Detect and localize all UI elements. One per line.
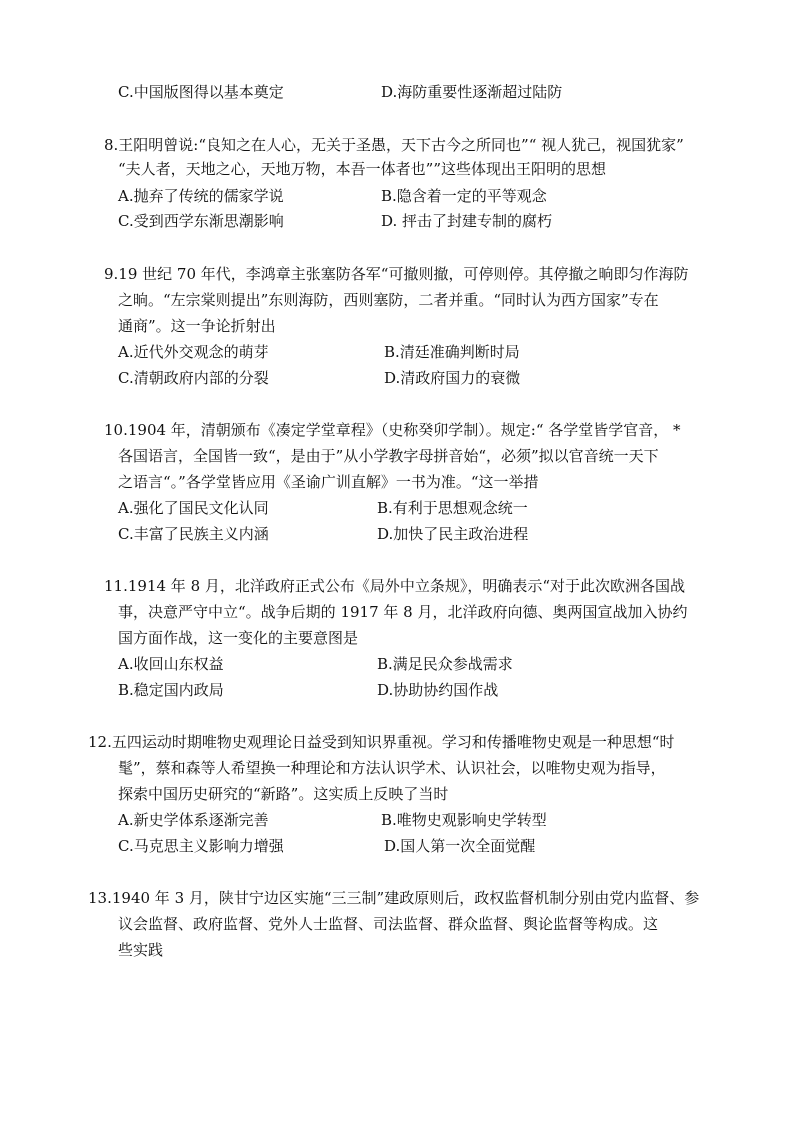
q9-stem-line-2: 之晌。“左宗棠则提出”东则海防，西则塞防，二者并重。“同时认为西方国家”专在 xyxy=(118,291,659,309)
q10-option-c: C.丰富了民族主义内涵 xyxy=(118,525,269,543)
q12-option-b: B.唯物史观影响史学转型 xyxy=(381,811,547,829)
q9-stem-line-1: 9.19 世纪 70 年代，李鸿章主张塞防各军“可撤则撤，可停则停。其停撤之晌即匀作海防 xyxy=(104,265,689,283)
q10-option-b: B.有利于思想观念统一 xyxy=(377,499,528,517)
q9-stem-line-3: 通商”。这一争论折射出 xyxy=(118,317,276,335)
q10-stem-line-2: 各国语言，全国皆一致“，是由于”从小学教字母拼音始“，必须”拟以官音统一天下 xyxy=(118,447,659,465)
q12-stem-line-3: 探索中国历史研究的“新路”。这实质上反映了当时 xyxy=(118,785,449,803)
q10-stem-line-1: 10.1904 年，清朝颁布《凑定学堂章程》（史称癸卯学制）。规定:“ 各学堂皆学官音， * xyxy=(104,421,681,439)
q11-option-c: B.稳定国内政局 xyxy=(118,681,224,699)
q11-stem-line-1: 11.1914 年 8 月，北洋政府正式公布《局外中立条规》，明确表示“对于此次欧洲各国战 xyxy=(104,577,686,595)
q9-option-d: D.清政府国力的衰微 xyxy=(384,369,521,387)
q10-option-a: A.强化了国民文化认同 xyxy=(118,499,269,517)
q8-stem-line-1: 8.王阳明曾说:“良知之在人心，无关于圣愚，天下古今之所同也”“ 视人犹己，视国犹家” xyxy=(104,136,684,154)
q12-option-a: A.新史学体系逐渐完善 xyxy=(118,811,269,829)
q11-option-a: A.收回山东权益 xyxy=(118,655,224,673)
q8-stem-line-2: “夫人者，天地之心，天地万物，本吾一体者也””这些体现出王阳明的思想 xyxy=(118,160,607,178)
q13-stem-line-2: 议会监督、政府监督、党外人士监督、司法监督、群众监督、舆论监督等构成。这 xyxy=(118,915,659,933)
q8-option-a: A.抛弃了传统的儒家学说 xyxy=(118,187,284,205)
q7-option-c: C.中国版图得以基本奠定 xyxy=(118,83,284,101)
q9-option-b: B.清廷准确判断时局 xyxy=(384,343,520,361)
q10-stem-line-3: 之语言“。”各学堂皆应用《圣谕广训直解》一书为准。“这一举措 xyxy=(118,473,539,491)
q8-option-d: D. 抨击了封建专制的腐朽 xyxy=(381,212,553,230)
q9-option-a: A.近代外交观念的萌芽 xyxy=(118,343,269,361)
q12-stem-line-2: 髦”，蔡和森等人希望换一种理论和方法认识学术、认识社会，以唯物史观为指导， xyxy=(118,759,666,777)
q11-stem-line-3: 国方面作战，这一变化的主要意图是 xyxy=(118,629,359,647)
q12-option-d: D.国人第一次全面觉醒 xyxy=(384,837,536,855)
q7-option-d: D.海防重要性逐渐超过陆防 xyxy=(381,83,563,101)
q8-option-c: C.受到西学东渐思潮影响 xyxy=(118,212,284,230)
q8-option-b: B.隐含着一定的平等观念 xyxy=(381,187,547,205)
q11-option-d: D.协助协约国作战 xyxy=(377,681,499,699)
q9-option-c: C.清朝政府内部的分裂 xyxy=(118,369,269,387)
q13-stem-line-3: 些实践 xyxy=(118,941,164,959)
q13-stem-line-1: 13.1940 年 3 月，陕甘宁边区实施“三三制”建政原则后，政权监督机制分别由党内监督、参 xyxy=(88,889,700,907)
q12-stem-line-1: 12.五四运动时期唯物史观理论日益受到知识界重视。学习和传播唯物史观是一种思想“时 xyxy=(88,733,675,751)
q11-option-b: B.满足民众参战需求 xyxy=(377,655,513,673)
q10-option-d: D.加快了民主政治进程 xyxy=(377,525,529,543)
q11-stem-line-2: 事，决意严守中立“。战争后期的 1917 年 8 月，北洋政府向德、奥两国宣战加入协约 xyxy=(118,603,688,621)
q12-option-c: C.马克思主义影响力增强 xyxy=(118,837,284,855)
